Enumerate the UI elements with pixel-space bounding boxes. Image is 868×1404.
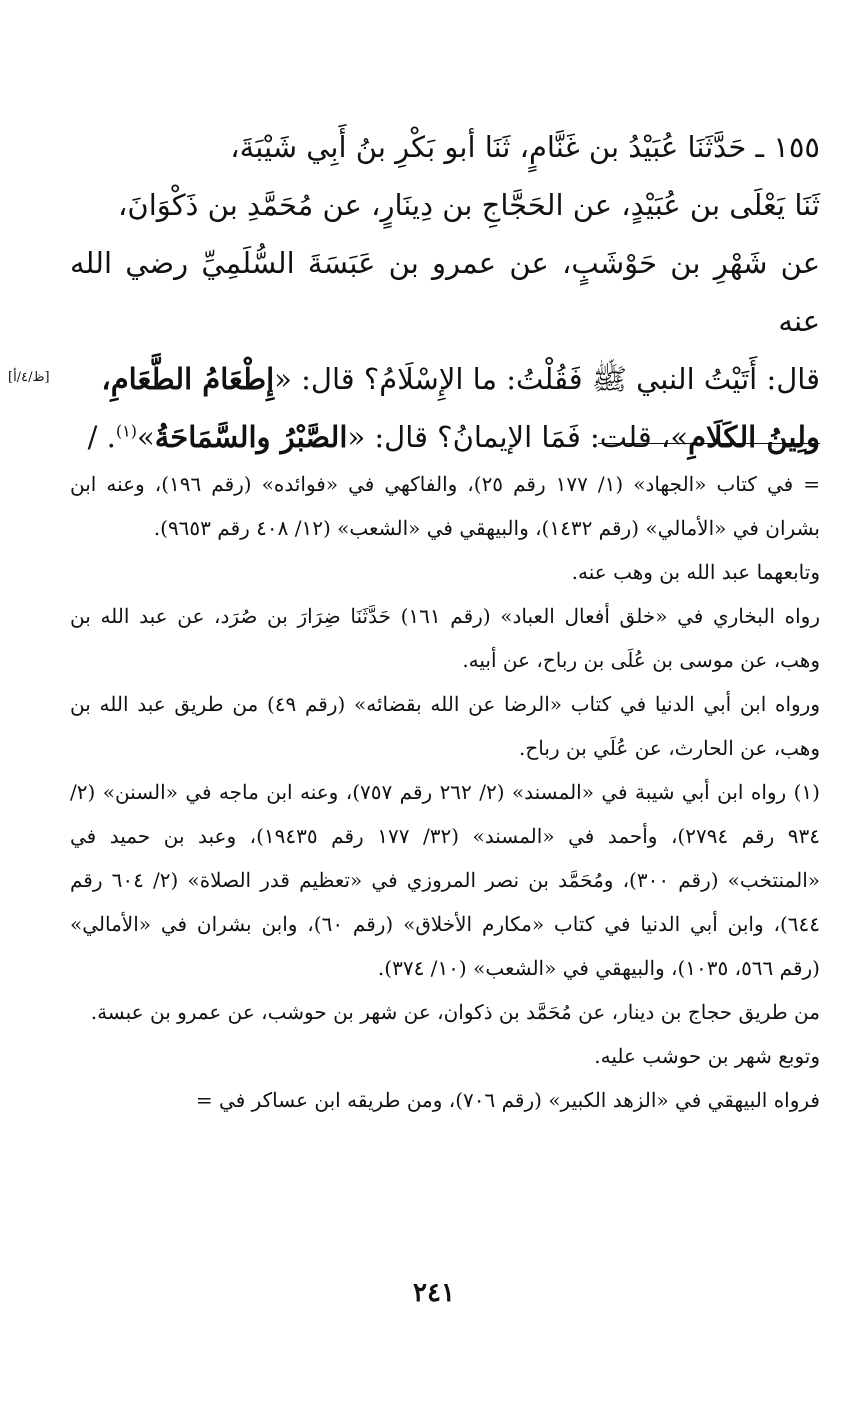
hadith-line-4-text: قال: أَتَيْتُ النبي ﷺ فَقُلْتُ: ما الإِسْلَامُ؟ قال: « <box>274 362 820 396</box>
hadith-line-4-bold: إِطْعَامُ الطَّعَامِ، <box>101 362 275 396</box>
manuscript-folio-note: [ظ/٤/أ] <box>8 370 50 385</box>
hadith-line <box>70 350 820 408</box>
footnote-paragraph: من طريق حجاج بن دينار، عن مُحَمَّد بن ذكوان، عن شهر بن حوشب، عن عمرو بن عبسة. <box>90 1000 820 1024</box>
hadith-line-5-bold-1: ولِينُ الكَلَامِ <box>688 420 820 454</box>
hadith-line <box>70 176 820 234</box>
footnote-paragraph: وتوبع شهر بن حوشب عليه. <box>594 1044 820 1068</box>
footnote-paragraph: فرواه البيهقي في «الزهد الكبير» (رقم ٧٠٦)، ومن طريقه ابن عساكر في = <box>195 1088 820 1112</box>
footnote-paragraph: (١) رواه ابن أبي شيبة في «المسند» (٢/ ٢٦٢ رقم ٧٥٧)، وعنه ابن ماجه في «السنن» (٢/ ٩٣٤ رقم ٢٧٩٤)، وأحمد في «المسند» (٣٢/ ١٧٧ رقم ١٩٤٣٥)، وعبد بن حميد في «المنتخب» (رقم ٣٠٠)، ومُحَمَّد بن نصر المروزي في «تعظيم قدر الصلاة» (٢/ ٦٠٤ رقم ٦٤٤)، وابن أبي الدنيا في كتاب «مكارم الأخلاق» (رقم ٦٠)، وابن بشران في «الأمالي» (رقم ٥٦٦، ١٠٣٥)، والبيهقي في «الشعب» (١٠/ ٣٧٤). <box>70 780 820 980</box>
hadith-line <box>70 234 820 350</box>
footnote-paragraph: وتابعهما عبد الله بن وهب عنه. <box>571 560 820 584</box>
hadith-line <box>70 408 820 466</box>
hadith-line-5-text: »، قلت: فَمَا الإيمانُ؟ قال: « <box>347 420 689 454</box>
hadith-line-3: عن شَهْرِ بن حَوْشَبٍ، عن عمرو بن عَبَسَةَ السُّلَمِيِّ رضي الله عنه <box>70 246 820 338</box>
footnote-paragraph: = في كتاب «الجهاد» (١/ ١٧٧ رقم ٢٥)، والفاكهي في «فوائده» (رقم ١٩٦)، وعنه ابن بشران في «الأمالي» (رقم ١٤٣٢)، والبيهقي في «الشعب» (١٢/ ٤٠٨ رقم ٩٦٥٣). <box>70 472 820 540</box>
footnote-marker[interactable]: (١) <box>115 421 137 441</box>
hadith-line-2: ثَنَا يَعْلَى بن عُبَيْدٍ، عن الحَجَّاجِ بن دِينَارٍ، عن مُحَمَّدِ بن ذَكْوَانَ، <box>118 188 820 222</box>
hadith-line-1: ١٥٥ ـ حَدَّثَنَا عُبَيْدُ بن غَنَّامٍ، ثَنَا أبو بَكْرِ بنُ أَبِي شَيْبَةَ، <box>230 130 820 164</box>
footnote-paragraph: ورواه ابن أبي الدنيا في كتاب «الرضا عن الله بقضائه» (رقم ٤٩) من طريق عبد الله بن وهب، عن الحارث، عن عُلَي بن رباح. <box>70 692 820 760</box>
hadith-text <box>70 118 820 466</box>
hadith-line-5-quote: » <box>136 420 155 454</box>
footnote-separator <box>598 443 820 444</box>
page-number: ٢٤١ <box>413 1278 455 1308</box>
hadith-line-5-tail: . / <box>87 420 116 454</box>
hadith-line-5-bold-2: الصَّبْرُ والسَّمَاحَةُ <box>154 420 348 454</box>
hadith-line <box>70 118 820 176</box>
footnote-paragraph: رواه البخاري في «خلق أفعال العباد» (رقم ١٦١) حَدَّثَنَا ضِرَارَ بن صُرَد، عن عبد الله بن وهب، عن موسى بن عُلَى بن رباح، عن أبيه. <box>70 604 820 672</box>
footnotes <box>70 462 820 1122</box>
